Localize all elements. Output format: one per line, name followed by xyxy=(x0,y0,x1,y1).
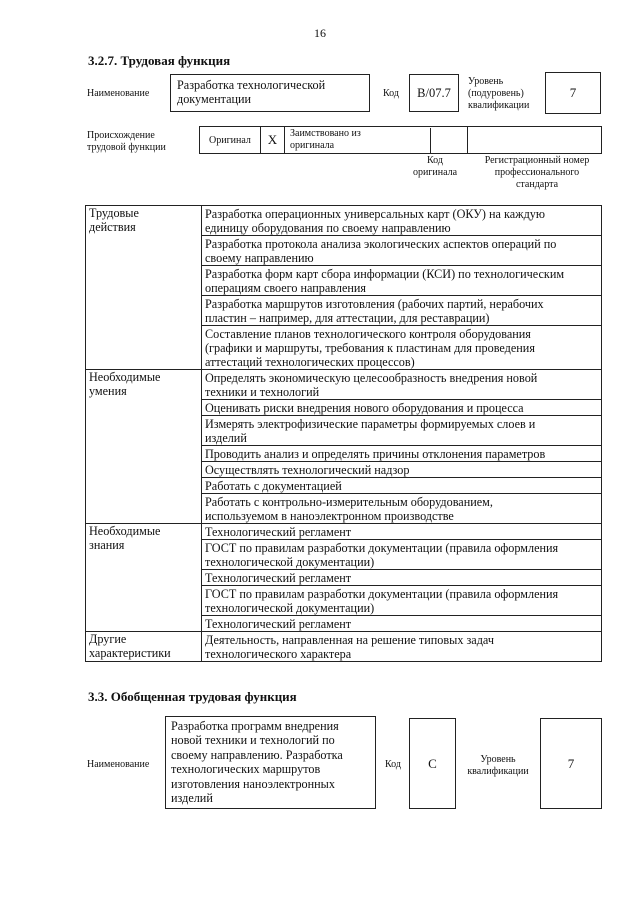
category-label: Необходимые xyxy=(89,370,161,384)
item-cell xyxy=(202,266,602,296)
item-cell xyxy=(202,570,602,586)
item-text-line: Технологический регламент xyxy=(205,525,352,539)
item-text-line: Составление планов технологического контроля оборудования xyxy=(205,327,531,341)
item-text-line: Технологический регламент xyxy=(205,617,352,631)
item-text-line: аттестаций технологических процессов) xyxy=(205,355,415,369)
item-text-line: ГОСТ по правилам разработки документации (правила оформления xyxy=(205,541,559,555)
item-text-line: единицу оборудования по своему направлению xyxy=(205,221,451,235)
gen-name-line: Разработка программ внедрения xyxy=(171,719,339,733)
gen-name-line: технологических маршрутов xyxy=(171,762,321,777)
code-label: Код xyxy=(383,88,399,99)
category-label: Трудовые xyxy=(89,206,139,220)
gen-level-label xyxy=(462,754,534,778)
original-mark: X xyxy=(267,132,278,147)
category-cell xyxy=(86,524,202,632)
item-cell xyxy=(202,326,602,370)
original-label: Оригинал xyxy=(209,135,251,146)
item-text-line: технологической документации) xyxy=(205,555,375,569)
item-text-line: Разработка маршрутов изготовления (рабочих партий, нерабочих xyxy=(205,297,544,311)
gen-level-label-line2: квалификации xyxy=(467,766,529,777)
borrowed-label-line1: Заимствовано из xyxy=(290,128,361,139)
gen-name-line: новой техники и технологий по xyxy=(171,733,335,748)
origin-code-label-line2: оригинала xyxy=(412,167,458,178)
gen-name-label: Наименование xyxy=(87,759,150,770)
item-text-line: Работать с контрольно-измерительным оборудованием, xyxy=(205,495,493,509)
item-cell xyxy=(202,462,602,478)
item-text-line: Оценивать риски внедрения нового оборудования и процесса xyxy=(205,401,524,415)
level-value-box xyxy=(545,72,601,114)
item-text-line: своему направлению xyxy=(205,251,314,265)
origin-code-label-line1: Код xyxy=(427,155,443,166)
item-cell xyxy=(202,236,602,266)
item-cell xyxy=(202,540,602,570)
category-label: Другие xyxy=(89,632,127,646)
gen-code-label: Код xyxy=(385,759,401,770)
item-text-line: Разработка операционных универсальных карт (ОКУ) на каждую xyxy=(205,207,545,221)
level-label-line2: (подуровень) xyxy=(468,88,524,99)
item-text-line: используемом в наноэлектронном производстве xyxy=(205,509,454,523)
reg-number-label xyxy=(470,155,604,191)
reg-number-label-line3: стандарта xyxy=(515,179,559,190)
page-number: 16 xyxy=(314,26,326,40)
item-cell xyxy=(202,296,602,326)
item-text-line: операциям своего направления xyxy=(205,281,367,295)
item-cell xyxy=(202,632,602,662)
item-text-line: технологического характера xyxy=(205,647,352,661)
item-text-line: Проводить анализ и определять причины отклонения параметров xyxy=(205,447,546,461)
category-label: Необходимые xyxy=(89,524,161,538)
item-text-line: (графики и маршруты, требования к пластинам для проведения xyxy=(205,341,535,355)
item-text-line: техники и технологий xyxy=(205,385,320,399)
gen-name-value-box xyxy=(165,716,376,809)
table-row xyxy=(86,632,602,662)
item-cell xyxy=(202,446,602,462)
item-text-line: Измерять электрофизические параметры формируемых слоев и xyxy=(205,417,536,431)
category-cell xyxy=(86,370,202,524)
origin-label-line2: трудовой функции xyxy=(87,142,166,153)
category-label: знания xyxy=(89,538,125,552)
gen-level-label-line1: Уровень xyxy=(480,754,516,765)
item-text-line: Осуществлять технологический надзор xyxy=(205,463,410,477)
gen-code-value-box xyxy=(409,718,456,809)
name-value-box xyxy=(170,74,370,112)
category-label: умения xyxy=(89,384,127,398)
item-cell xyxy=(202,400,602,416)
gen-level-value-box xyxy=(540,718,602,809)
item-cell xyxy=(202,206,602,236)
item-cell xyxy=(202,586,602,616)
item-text-line: Разработка протокола анализа экологических аспектов операций по xyxy=(205,237,557,251)
reg-number-label-line2: профессионального xyxy=(494,167,580,178)
category-cell xyxy=(86,632,202,662)
item-cell xyxy=(202,524,602,540)
category-label: действия xyxy=(89,220,136,234)
gen-code-value: C xyxy=(428,756,437,771)
gen-name-value xyxy=(171,719,370,805)
item-text-line: Деятельность, направленная на решение типовых задач xyxy=(205,633,494,647)
section-title-327: 3.2.7. Трудовая функция xyxy=(88,53,231,68)
table-row xyxy=(86,206,602,236)
name-label: Наименование xyxy=(87,88,150,99)
gen-name-line: изготовления наноэлектронных xyxy=(171,776,335,791)
gen-name-line: своему направлению. Разработка xyxy=(171,747,343,762)
reg-number-label-line1: Регистрационный номер xyxy=(484,155,590,166)
code-value-box xyxy=(409,74,459,112)
code-value: B/07.7 xyxy=(417,86,451,100)
item-cell xyxy=(202,494,602,524)
item-cell xyxy=(202,370,602,400)
gen-name-line: изделий xyxy=(171,791,213,806)
item-text-line: изделий xyxy=(205,431,247,445)
level-value: 7 xyxy=(569,85,577,100)
name-value-line2: документации xyxy=(177,92,252,106)
level-label-line3: квалификации xyxy=(468,100,530,111)
borrowed-label-line2: оригинала xyxy=(290,140,335,151)
origin-code-label xyxy=(400,155,470,179)
item-text-line: пластин – например, для аттестации, для реставрации) xyxy=(205,311,490,325)
section-title-33: 3.3. Обобщенная трудовая функция xyxy=(88,689,297,704)
item-text-line: Разработка форм карт сбора информации (КСИ) по технологическим xyxy=(205,267,565,281)
table-row xyxy=(86,524,602,540)
name-value-line1: Разработка технологической xyxy=(177,78,326,92)
origin-row xyxy=(199,126,602,154)
category-label: характеристики xyxy=(89,646,171,660)
item-text-line: Определять экономическую целесообразность внедрения новой xyxy=(205,371,538,385)
item-text-line: ГОСТ по правилам разработки документации (правила оформления xyxy=(205,587,559,601)
level-label xyxy=(468,76,529,112)
item-cell xyxy=(202,478,602,494)
item-text-line: Работать с документацией xyxy=(205,479,342,493)
table-row xyxy=(86,370,602,400)
function-table xyxy=(85,205,602,662)
item-text-line: технологической документации) xyxy=(205,601,375,615)
origin-label xyxy=(87,130,166,154)
origin-label-line1: Происхождение xyxy=(87,130,155,141)
item-cell xyxy=(202,616,602,632)
item-text-line: Технологический регламент xyxy=(205,571,352,585)
gen-level-value: 7 xyxy=(567,756,575,771)
category-cell xyxy=(86,206,202,370)
item-cell xyxy=(202,416,602,446)
level-label-line1: Уровень xyxy=(468,76,504,87)
